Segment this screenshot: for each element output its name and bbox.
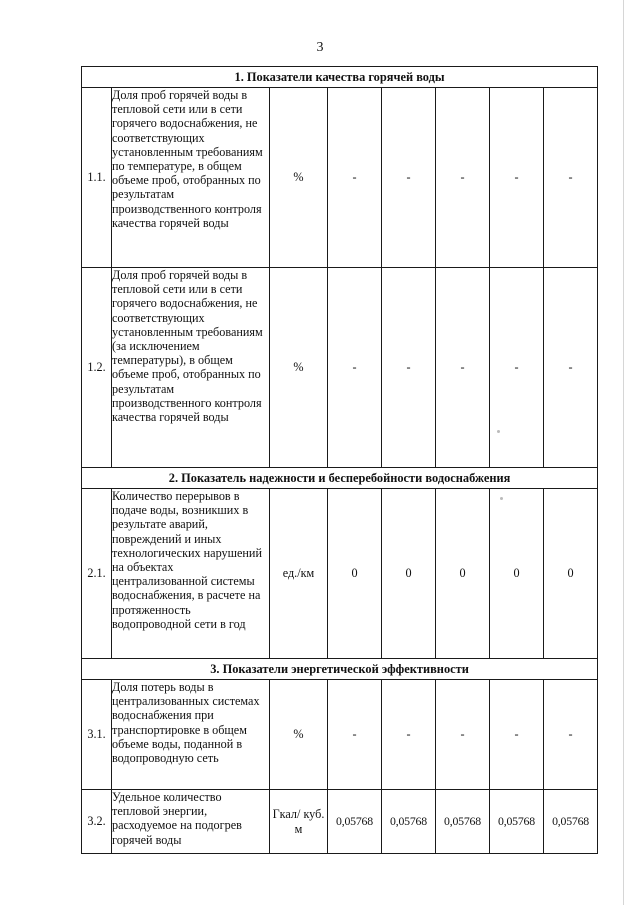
value-cell: - [544,680,598,790]
value-cell: 0,05768 [490,790,544,854]
value-cell: 0 [490,489,544,659]
unit-cell: Гкал/ куб. м [270,790,328,854]
table-row [82,88,598,268]
unit-cell: % [270,88,328,268]
value-cell: - [382,680,436,790]
indicator-description: Количество перерывов в подаче воды, возникших в результате аварий, повреждений и иных технологических нарушений на объектах централизованной системы водоснабжения, в расчете на протяженность водопроводной сети в год [112,489,270,659]
row-number: 2.1. [82,489,112,659]
section-header-row [82,67,598,88]
indicators-table [81,66,598,854]
row-number: 3.2. [82,790,112,854]
unit-cell: % [270,680,328,790]
value-cell: - [328,680,382,790]
section-title: 1. Показатели качества горячей воды [82,67,598,88]
value-cell: - [490,268,544,468]
section-title: 2. Показатель надежности и бесперебойности водоснабжения [82,468,598,489]
page-edge-line [623,0,624,905]
value-cell: - [436,680,490,790]
section-title: 3. Показатели энергетической эффективности [82,659,598,680]
indicator-description: Доля проб горячей воды в тепловой сети или в сети горячего водоснабжения, не соответствующих установленным требованиям (за исключением температуры), в общем объеме проб, отобранных по результатам производственного контроля качества горячей воды [112,268,270,468]
unit-cell: ед./км [270,489,328,659]
value-cell: - [490,88,544,268]
value-cell: - [382,88,436,268]
value-cell: - [436,88,490,268]
table-row [82,268,598,468]
value-cell: - [328,268,382,468]
value-cell: 0,05768 [544,790,598,854]
value-cell: - [328,88,382,268]
table-row [82,680,598,790]
value-cell: - [544,88,598,268]
value-cell: - [436,268,490,468]
unit-cell: % [270,268,328,468]
row-number: 1.1. [82,88,112,268]
value-cell: 0 [436,489,490,659]
value-cell: 0,05768 [436,790,490,854]
value-cell: 0,05768 [328,790,382,854]
table-row [82,790,598,854]
section-header-row [82,468,598,489]
value-cell: - [382,268,436,468]
indicator-description: Доля проб горячей воды в тепловой сети или в сети горячего водоснабжения, не соответствующих установленным требованиям по температуре, в общем объеме проб, отобранных по результатам производственного контроля качества горячей воды [112,88,270,268]
value-cell: 0 [328,489,382,659]
value-cell: 0 [382,489,436,659]
section-header-row [82,659,598,680]
value-cell: - [544,268,598,468]
value-cell: 0 [544,489,598,659]
indicator-description: Доля потерь воды в централизованных системах водоснабжения при транспортировке в общем объеме воды, поданной в водопроводную сеть [112,680,270,790]
page-number: 3 [316,40,324,55]
value-cell: - [490,680,544,790]
row-number: 3.1. [82,680,112,790]
value-cell: 0,05768 [382,790,436,854]
indicator-description: Удельное количество тепловой энергии, расходуемое на подогрев горячей воды [112,790,270,854]
table-row [82,489,598,659]
row-number: 1.2. [82,268,112,468]
